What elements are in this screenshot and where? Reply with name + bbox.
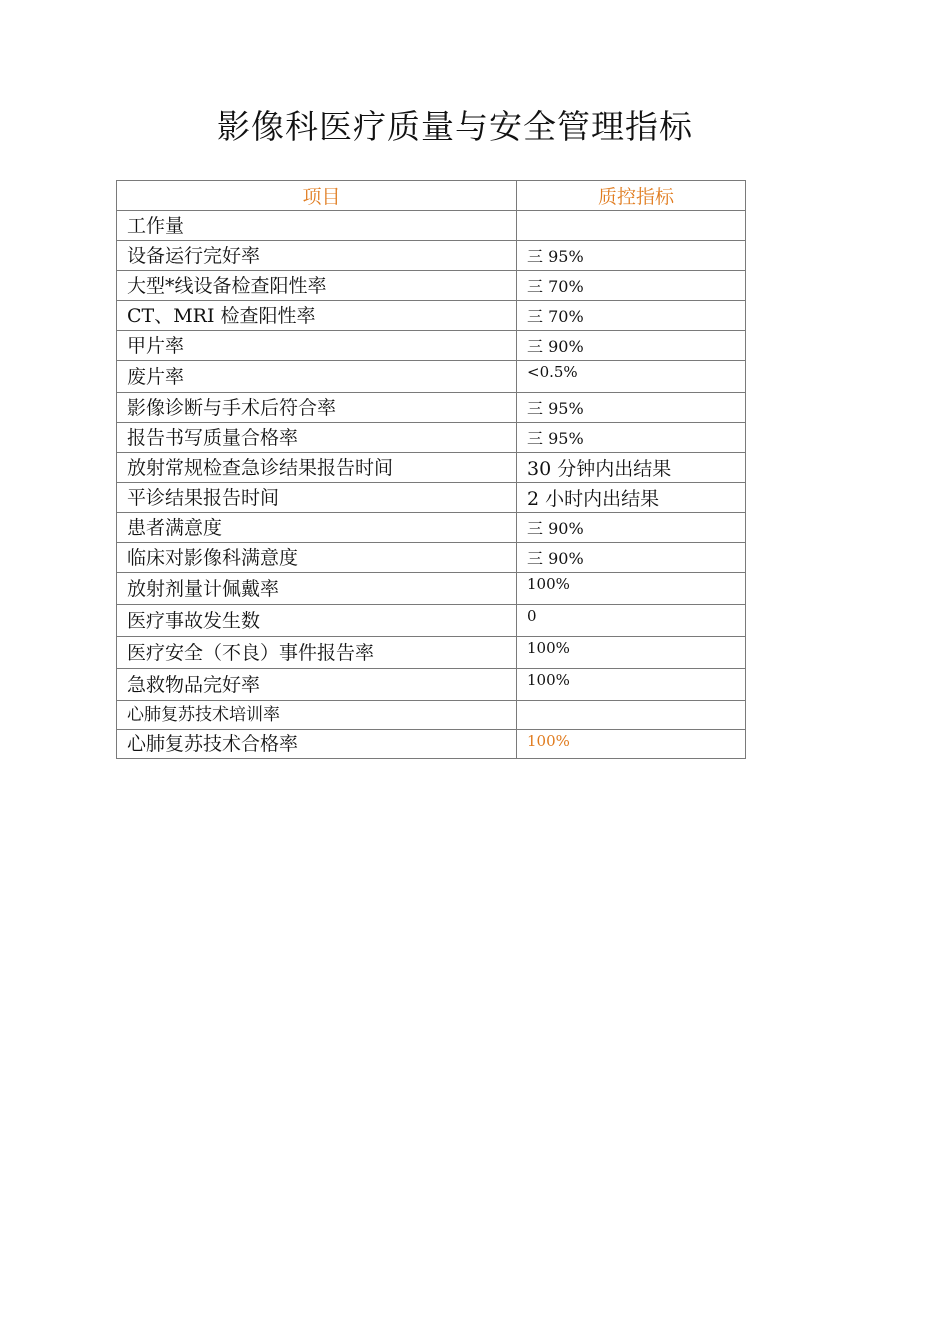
row-target: 100%: [517, 637, 746, 669]
table-row: [117, 605, 746, 637]
row-target: [517, 701, 746, 730]
row-item: 报告书写质量合格率: [117, 423, 517, 453]
table-row: [117, 669, 746, 701]
row-target: <0.5%: [517, 361, 746, 393]
row-item: 患者满意度: [117, 513, 517, 543]
row-target: 三 95%: [517, 393, 746, 423]
row-item: 放射常规检查急诊结果报告时间: [117, 453, 517, 483]
row-item: 废片率: [117, 361, 517, 393]
row-target: 100%: [517, 573, 746, 605]
table-row: [117, 211, 746, 241]
table-row: [117, 423, 746, 453]
row-target: 三 90%: [517, 331, 746, 361]
row-item: 急救物品完好率: [117, 669, 517, 701]
row-target: 三 95%: [517, 241, 746, 271]
row-item: 医疗安全（不良）事件报告率: [117, 637, 517, 669]
table-row: [117, 483, 746, 513]
row-target: 三 70%: [517, 301, 746, 331]
row-target: 2 小时内出结果: [517, 483, 746, 513]
table-row: [117, 513, 746, 543]
table-row: [117, 241, 746, 271]
table-row: [117, 453, 746, 483]
table-row: [117, 393, 746, 423]
row-item: 甲片率: [117, 331, 517, 361]
row-item: 心肺复苏技术培训率: [117, 701, 517, 730]
row-item: 心肺复苏技术合格率: [117, 730, 517, 759]
row-item: CT、MRI 检查阳性率: [117, 301, 517, 331]
table-row: [117, 701, 746, 730]
table-row: [117, 573, 746, 605]
page-title: 影像科医疗质量与安全管理指标: [217, 107, 693, 146]
table-header-row: [117, 181, 746, 211]
table-row: [117, 331, 746, 361]
row-target: 100%: [517, 730, 746, 759]
row-target: 三 70%: [517, 271, 746, 301]
row-target: 0: [517, 605, 746, 637]
row-target: 100%: [517, 669, 746, 701]
row-target: [517, 211, 746, 241]
table-row: [117, 271, 746, 301]
row-target: 三 90%: [517, 543, 746, 573]
row-item: 工作量: [117, 211, 517, 241]
table-row: [117, 730, 746, 759]
table-row: [117, 361, 746, 393]
row-item: 临床对影像科满意度: [117, 543, 517, 573]
row-item: 设备运行完好率: [117, 241, 517, 271]
row-target: 三 95%: [517, 423, 746, 453]
table-row: [117, 543, 746, 573]
row-item: 平诊结果报告时间: [117, 483, 517, 513]
row-item: 医疗事故发生数: [117, 605, 517, 637]
row-item: 放射剂量计佩戴率: [117, 573, 517, 605]
header-item: 项目: [117, 181, 517, 211]
row-target: 三 90%: [517, 513, 746, 543]
quality-indicator-table: [116, 180, 746, 759]
table-row: [117, 637, 746, 669]
table-row: [117, 301, 746, 331]
row-target: 30 分钟内出结果: [517, 453, 746, 483]
row-item: 影像诊断与手术后符合率: [117, 393, 517, 423]
row-item: 大型*线设备检查阳性率: [117, 271, 517, 301]
header-target: 质控指标: [517, 181, 746, 211]
